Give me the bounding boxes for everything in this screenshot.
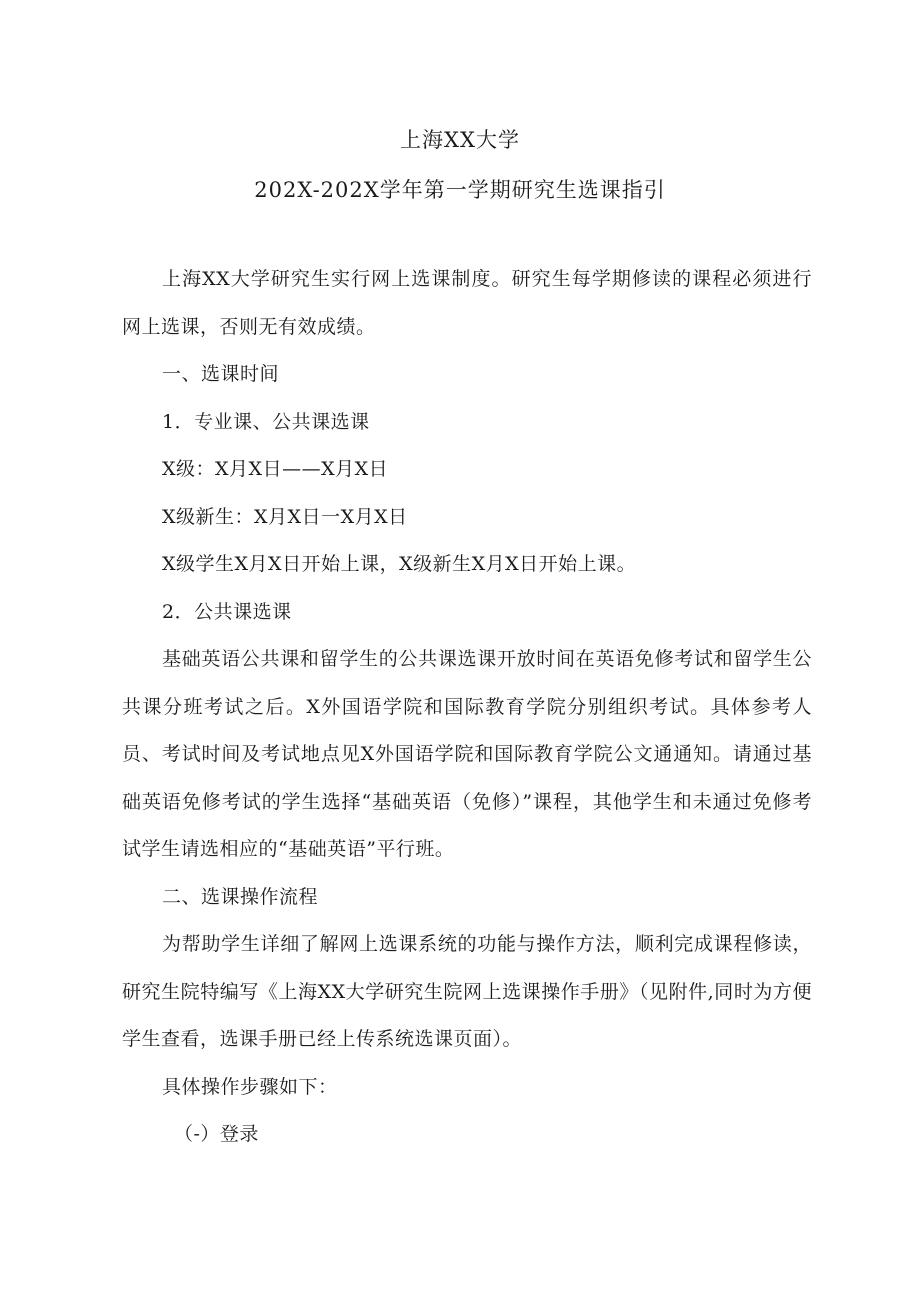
schedule-line-freshman: X级新生：X月X日一X月X日 [162, 505, 408, 528]
document-title: 上海XX大学 [400, 128, 520, 152]
subsection-heading-public: 2．公共课选课 [162, 600, 292, 623]
section-heading-process: 二、选课操作流程 [162, 885, 319, 908]
document-body [122, 256, 812, 1159]
steps-intro: 具体操作步骤如下： [162, 1075, 338, 1098]
public-course-paragraph: 基础英语公共课和留学生的公共课选课开放时间在英语免修考试和留学生公共课分班考试之后。X外国语学院和国际教育学院分别组织考试。具体参考人员、考试时间及考试地点见X外国语学院和国际教育学院公文通通知。请通过基础英语免修考试的学生选择“基础英语（免修）”课程，其他学生和未通过免修考试学生请选相应的“基础英语”平行班。 [122, 648, 812, 860]
section-heading-time: 一、选课时间 [162, 363, 280, 385]
manual-paragraph: 为帮助学生详细了解网上选课系统的功能与操作方法，顺利完成课程修读，研究生院特编写《上海XX大学研究生院网上选课操作手册》（见附件,同时为方便学生查看，选课手册已经上传系统选课页面）。 [122, 933, 812, 1050]
schedule-line-grade: X级：X月X日——X月X日 [162, 458, 389, 480]
document-subtitle: 202X-202X学年第一学期研究生选课指引 [254, 178, 666, 202]
intro-paragraph: 上海XX大学研究生实行网上选课制度。研究生每学期修读的课程必须进行网上选课，否则无有效成绩。 [122, 268, 812, 338]
class-start-line: X级学生X月X日开始上课，X级新生X月X日开始上课。 [162, 553, 637, 575]
step-login-heading: （-）登录 [174, 1123, 259, 1145]
subsection-heading-major: 1．专业课、公共课选课 [162, 410, 370, 433]
